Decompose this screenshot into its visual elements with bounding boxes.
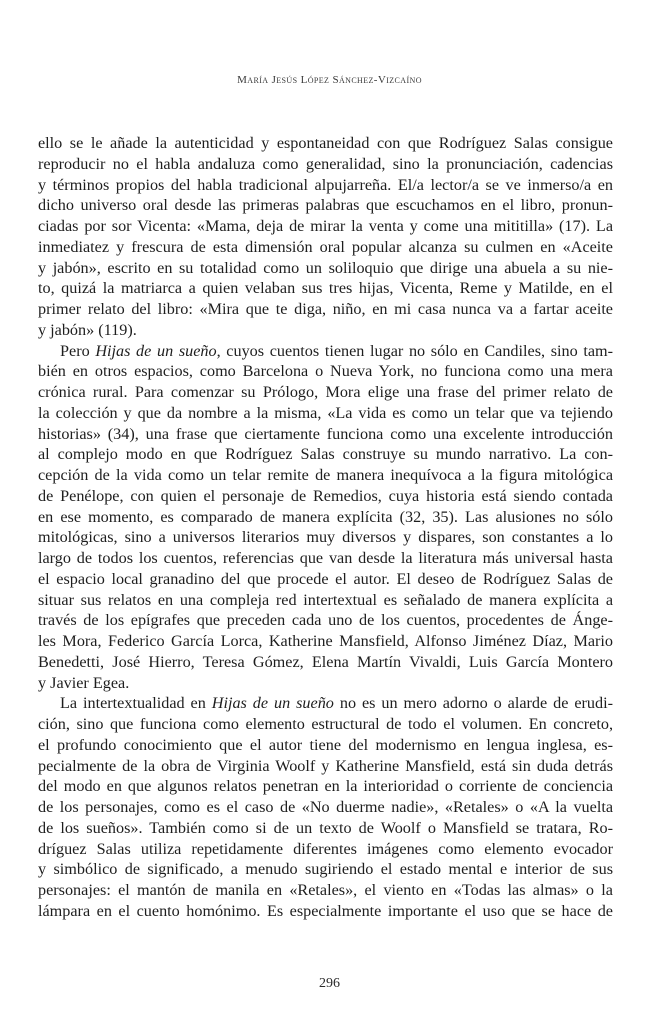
text-line: dicho universo oral desde las primeras palabras que escuchamos en el libro, pronun- [38,196,613,215]
text-line: de los personajes, como es el caso de «No duerme nadie», «Retales» o «A la vuelta [38,798,613,816]
text-line: situar sus relatos en una compleja red intertextual es señalado de manera explícita a [38,590,613,609]
page-number: 296 [319,976,340,991]
text-line: mitológicas, sino a universos literarios muy diversos y dispares, son constantes a lo [38,528,613,547]
text-line: inmediatez y frescura de esta dimensión oral popular alcanza su culmen en «Aceite [38,237,613,256]
text-line: lámpara en el cuento homónimo. Es especialmente importante el uso que se hace de [38,901,613,920]
text-line: les Mora, Federico García Lorca, Katherine Mansfield, Alfonso Jiménez Díaz, Mario [38,632,613,650]
text-line: la colección y que da nombre a la misma, «La vida es como un telar que va tejiendo [38,403,613,422]
text-line: y Javier Egea. [38,673,130,692]
body-text [38,133,613,922]
text-line: al complejo modo en que Rodríguez Salas construye su mundo narrativo. La con- [38,445,613,464]
text-line: Pero Hijas de un sueño, cuyos cuentos tienen lugar no sólo en Candiles, sino tam- [60,341,614,360]
text-line: to, quizá la matriarca a quien velaban sus tres hijas, Vicenta, Reme y Matilde, en el [38,279,613,298]
text-line: el profundo conocimiento que el autor tiene del modernismo en lengua inglesa, es- [38,735,613,754]
book-title: Hijas de un sueño [211,694,334,713]
running-head: María Jesús López Sánchez-Vizcaíno [237,74,422,86]
text-line: historias» (34), una frase que ciertamente funciona como una excelente introducción [38,424,613,443]
paragraph [38,341,613,694]
paragraph [38,133,613,341]
text-line: ello se le añade la autenticidad y espontaneidad con que Rodríguez Salas consigue [38,134,613,152]
paragraph [38,693,613,921]
text-line: de Penélope, con quien el personaje de Remedios, cuya historia está siendo contada [38,486,613,505]
text-line: y jabón», escrito en su totalidad como un soliloquio que dirige una abuela a su nie- [38,258,613,277]
text-line: cepción de la vida como un telar remite de manera inequívoca a la figura mitológica [38,466,613,484]
text-line: del modo en que algunos relatos penetran en la interioridad o corriente de conciencia [38,777,613,796]
text-line: través de los epígrafes que preceden cada uno de los cuentos, procedentes de Ánge- [38,611,613,630]
text-line: ciadas por sor Vicenta: «Mama, deja de mirar la venta y come una mititilla» (17). La [38,217,613,235]
text-line: y jabón» (119). [38,320,137,339]
text-line: primer relato del libro: «Mira que te diga, niño, en mi casa nunca va a fartar aceite [38,300,613,318]
text-line: pecialmente de la obra de Virginia Woolf y Katherine Mansfield, está sin duda detrás [38,756,613,775]
text-line: Benedetti, José Hierro, Teresa Gómez, Elena Martín Vivaldi, Luis García Montero [38,652,613,671]
text-line: dríguez Salas utiliza repetidamente diferentes imágenes como elemento evocador [38,839,613,858]
text-line: largo de todos los cuentos, referencias que van desde la literatura más universal hasta [38,549,613,567]
text-line: reproducir no el habla andaluza como generalidad, sino la pronunciación, cadencias [38,154,613,173]
text-line: ción, sino que funciona como elemento estructural de todo el volumen. En concreto, [38,715,613,733]
text-line: bién en otros espacios, como Barcelona o Nueva York, no funciona como una mera [38,362,613,381]
text-line: el espacio local granadino del que procede el autor. El deseo de Rodríguez Salas de [38,569,613,588]
text-line: crónica rural. Para comenzar su Prólogo, Mora elige una frase del primer relato de [38,383,613,401]
book-title: Hijas de un sueño [95,341,217,360]
text-line: personajes: el mantón de manila en «Retales», el viento en «Todas las almas» o la [38,881,613,899]
text-line: y simbólico de significado, a menudo sugiriendo el estado mental e interior de sus [38,860,613,879]
text-line: y términos propios del habla tradicional alpujarreña. El/a lector/a se ve inmerso/a en [38,175,613,194]
text-line: en ese momento, es comparado de manera explícita (32, 35). Las alusiones no sólo [38,507,613,526]
text-line: de los sueños». También como si de un texto de Woolf o Mansfield se tratara, Ro- [38,818,613,837]
text-line: La intertextualidad en Hijas de un sueño no es un mero adorno o alarde de erudi- [60,694,614,713]
